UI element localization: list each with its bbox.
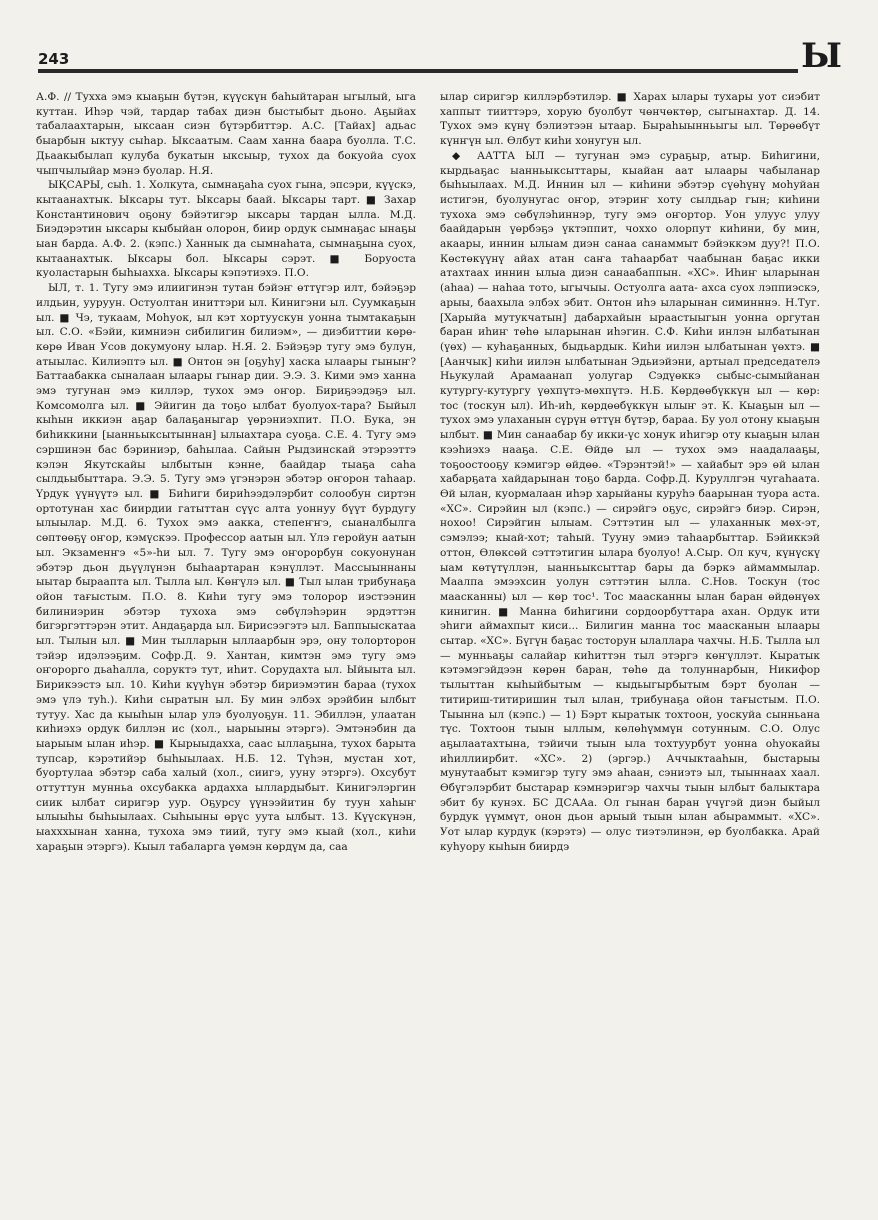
right-column: [440, 90, 820, 855]
entry-paragraph: А.Ф. // Тухха эмэ кыаҕын бүтэн, күүскүн баһыйтаран ыгылый, ыга куттан. Иһэр чэй, тардар табах диэн быстыбыт дьоно. Аҕыйах табалаахтарын, ыксаан сиэн бүтэрбиттэр. А.С. [Тайах] адьас быарбын ыктуу сыһар. Ыксаатым. Саам ханна баара буолла. Т.С. Дьаакыбылап кулуба букатын ыксыыр, тухох да бокуойа суох чыпчылыйар мэнэ буолар. Н.Я.: [36, 91, 416, 177]
page-header: [38, 38, 842, 78]
section-letter: Ы: [801, 36, 842, 76]
page-number: 243: [38, 50, 70, 68]
entry-paragraph: ылар сиригэр киллэрбэтилэр. ■ Харах ылары тухары уот сиэбит хаппыт тииттэрэ, хорую буолбут чөнчөктөр, сыгынахтар. Д. 14. Тухох эмэ күнү бэлиэтээн ытаар. Быраһыынньыгы ыл. Төрөөбүт күнҥүн ыл. Өлбут киһи хонугун ыл.: [440, 91, 820, 148]
entry-paragraph: ЫҚСАРЫ, сыһ. 1. Холкута, сымнаҕаһа суох гына, эпсэри, күүскэ, кытаанахтык. Ыксары тут. Ыксары баай. Ыксары тарт. ■ Захар Константинович оҕону бэйэтигэр ыксары тардан ылла. М.Д. Биэдэрэтин ыксары кыбыйан олорон, биир ордук сымнаҕас ынаҕы ыан барда. А.Ф. 2. (кэпс.) Ханнык да сымнаһата, сымнаҕына суох, кытаанахтык. Ыксары бол. Ыксары сэрэт. ■ Боруоста куоластарын быһыахха. Ыксары кэпэтиэхэ. П.О.: [36, 179, 416, 280]
entry-paragraph: ЫЛ, т. 1. Тугу эмэ илиигинэн тутан бэйэҥ өттүгэр илт, бэйэҕэр илдьин, ууруун. Остуолтан иниттэри ыл. Кинигэни ыл. Суумкаҕын ыл. ■ Чэ, тукаам, Моһуок, ыл кэт хортуускун уонна тымтакаҕын ыл. С.О. «Бэйи, кимниэн сибилигин билиэм», — диэбиттии көрө-көрө Иван Усов докумуону ылар. Н.Я. 2. Бэйэҕэр тугу эмэ булун, атыылас. Килиэптэ ыл. ■ Онтон эн [оҕуһу] хаска ылаары гыныҥ? Баттаабакка сыналаан ылаары гынар дии. Э.Э. 3. Кими эмэ ханна эмэ тугунан эмэ киллэр, тухох эмэ оҥор. Бириҕээдэҕэ ыл. Комсомолга ыл. ■ Эйигин да тоҕо ылбат буолуох-тара? Быйыл кыһын иккиэн аҕар балаҕаныгар үөрэниэхпит. П.О. Бука, эн биһиккини [ыанньыксытыннан] ылыахтара суоҕа. С.Е. 4. Тугу эмэ сэршинэн бас бэриниэр, баһылаа. Сайын Рыдзинскай этэрээттэ кэлэн Якутскайы ылбытын кэнне, баайдар тыаҕа саһа сылдьыбыттара. Э.Э. 5. Тугу эмэ үгэнэрэн эбэтэр оҥорон таһаар. Үрдук үүнүүтэ ыл. ■ Биһиги бириһээдэлэрбит солообун сиртэн ортотунан хас биирдии гатыттан сүүс алта уоннуу бүүт бурдугу ылыылар. М.Д. 6. Тухох эмэ аакка, степеҥҥэ, сыаналбылга сөптөөҕү оҥор, кэмүскээ. Профессор аатын ыл. Үлэ геройун аатын ыл. Экзаменҥэ «5»-һи ыл. 7. Тугу эмэ оҥорорбун сокуонунан эбэтэр дьон дьүүлүнэн быһаартаран кэнүллэт. Массыыннаны ыытар быраапта ыл. Тылла ыл. Көҥүлэ ыл. ■ Тыл ылан трибунаҕа ойон тағыстым. П.О. 8. Киһи тугу эмэ толорор иэстээнин билиниэрин эбэтэр тухоха эмэ сөбүлэһэрин эрдэттэн бигэргэттэрэн этит. Андаҕарда ыл. Бирисээгэтэ ыл. Баппыыскатаа ыл. Тылын ыл. ■ Мин тылларын ыллаарбын эрэ, ону толорторон тэйэр идэлээҕим. Софр.Д. 9. Хантан, кимтэн эмэ тугу эмэ оҥорорго дьаһалла, соруктэ тут, иһит. Сорудахта ыл. Ыйыыта ыл. Бирикээстэ ыл. 10. Киһи күүһүн эбэтэр бириэмэтин бараа (тухох эмэ үлэ туһ.). Киһи сыратын ыл. Бу мин элбэх эрэйбин ылбыт тутуу. Хас да кыыһын ылар улэ буолуоҕун. 11. Эбиллэн, улаатан киһиэхэ ордук биллэн ис (хол., ыарыыны этэргэ). Эмтэнэбин да ыарыым ылан иһэр. ■ Кырыыдахха, саас ыллаҕына, тухох барыта тупсар, кэрэтийэр быһыылаах. Н.Б. 12. Түһэн, мустан хот, буортулаа эбэтэр саба халый (хол., сиигэ, ууну этэргэ). Охсубут оттуттун мунньа охсубакка ардахха ыллардыбыт. Кинигэлэргин сиик ылбат сиригэр уур. Оҕурсу үүнээйитин бу туун хаһыҥ ылыыһы быһыылаах. Сыһыыны өрүс уута ылбыт. 13. Күүскүнэн, ыахххынан ханна, тухоха эмэ тиий, тугу эмэ кыай (хол., киһи хараҕын этэргэ). Кыыл табаларга үөмэн көрдүм да, саа: [36, 282, 416, 853]
entry-paragraph: ◆ ААТТА ЫЛ — тугунан эмэ сураҕыр, атыр. Биһигини, кырдьаҕас ыанньыксыттары, кыайан аат ылаары чабыланар быһыылаах. М.Д. Иннин ыл — киһини эбэтэр сүөһүнү моһуйан истигэн, буолунугас оҥор, этэриҥ хоту сылдьар гын; киһини тухоха эмэ сөбүлэһиннэр, тугу эмэ оҥортор. Уон улуус улуу баайдарын үөрбэҕэ үктэппит, чоххо олорпут киһини, бу мин, акаары, иннин ылыам диэн санаа санаммыт бэйэккэм дуу?! П.О. Көстөкүүнү айах атан саҥа таһаарбат чаабынан баҕас икки атахтаах иннин ылыа диэн санаабаппын. «ХС». Иһиҥ ыларынан (аһаа) — наһаа тото, ыгычыы. Остуолга аата- ахса суох лэппиэскэ, арыы, баахыла элбэх эбит. Онтон иһэ ыларынан симинннэ. Н.Туг. [Харыйа мутукчатын] дабархайын ыраастыыгын уонна оргутан баран иһиҥ төһө ыларынан иһэгин. С.Ф. Киһи инлэн ылбатынан (үөх) — куһаҕанных, быдьардык. Киһи иилэн ылбатынан үөхтэ. ■ [Аанчык] киһи иилэн ылбатынан Эдьиэйэни, артыал председателэ Ньукулай Арамаанап уолугар Сэдүөккэ сыбыс-сымыйанан кутургу-кутургу үөхпүтэ-мөхпүтэ. Н.Б. Көрдөөбүккүн ыл — көр: тос (тоскун ыл). Иһ-иһ, көрдөөбүккүн ылыҥ эт. К. Кыаҕын ыл — тухох эмэ улаханын сүрүн өттүн бүтэр, бараа. Бу уол отону кыаҕын ылбыт. ■ Мин санаабар бу икки-үс хонук иһигэр оту кыаҕын ылан кээһиэхэ нааҕа. С.Е. Өйдө ыл — тухох эмэ наадалааҕы, тоҕоостооҕу кэмигэр өйдөө. «Тэрэнтэй!» — хайабыт эрэ өй ылан хабарҕата хайдарынан тоҕо барда. Софр.Д. Куруллгэн чугаһаата. Өй ылан, куормалаан иһэр харыйаны куруһэ баарынан туора аста. «ХС». Сирэйин ыл (кэпс.) — сирэйгэ оҕус, сирэйгэ биэр. Сирэн, нохоо! Сирэйгин ылыам. Сэттэтин ыл — улаханнык мөх-эт, сэмэлээ; кыай-хот; таһый. Тууну эмиэ таһаарбыттар. Бэйиккэй оттон, Өлөксөй сэттэтигин ылара буолуо! А.Сыр. Ол куч, күнүскү ыам көтүтүллэн, ыанньыксыттар бары да бэркэ аймаммылар. Маалпа эмээхсин уолун сэттэтин ылла. С.Нов. Тоскун (тос маасканны) ыл — көр тос¹. Тос маасканны ылан баран өйдөнүөх кинигин. ■ Манна биһигини сордоорбуттара ахан. Ордук ити эһиги аймахпыт киси... Билигин манна тос маасканын ылаары сытар. «ХС». Бүгүн баҕас тосторун ылаллара чахчы. Н.Б. Тылла ыл — мунньаҕы салайар киһиттэн тыл этэргэ көҥүллэт. Кыратык кэтэмэгэйдээн көрөн баран, төһө да толуннарбын, Никифор тылыттан кыһыйбытым — кыдьыгырбытым бэрт буолан — титириш-титиришин тыл ылан, трибунаҕа ойон тағыстым. П.О. Тыынна ыл (кэпс.) — 1) Бэрт кыратык тохтоон, уоскуйа сынньана түс. Тохтоон тыын ыллым, көлөһүммүн сотунным. С.О. Олус аҕылаатахтына, тэйичи тыын ыла тохтуурбут уонна оһуокайы иһиллиирбит. «ХС». 2) (эргэр.) Аччыктааһын, быстарыы мунутаабыт кэмигэр тугу эмэ аһаан, сэниэтэ ыл, тыыннаах хаал. Өбүгэлэрбит быстарар кэмнэригэр чахчы тыын ылбыт балыктара эбит бу кунэх. БС ДСААа. Ол гынан баран үчүгэй диэн быйыл бурдук үүммүт, онон дьон арыый тыын ылан абыраммыт. «ХС». Уот ылар курдук (кэрэтэ) — олус тиэтэлинэн, өр буолбакка. Арай куһуору кыһын биирдэ: [440, 149, 820, 853]
left-column: [36, 90, 416, 855]
header-rule: [38, 69, 798, 73]
